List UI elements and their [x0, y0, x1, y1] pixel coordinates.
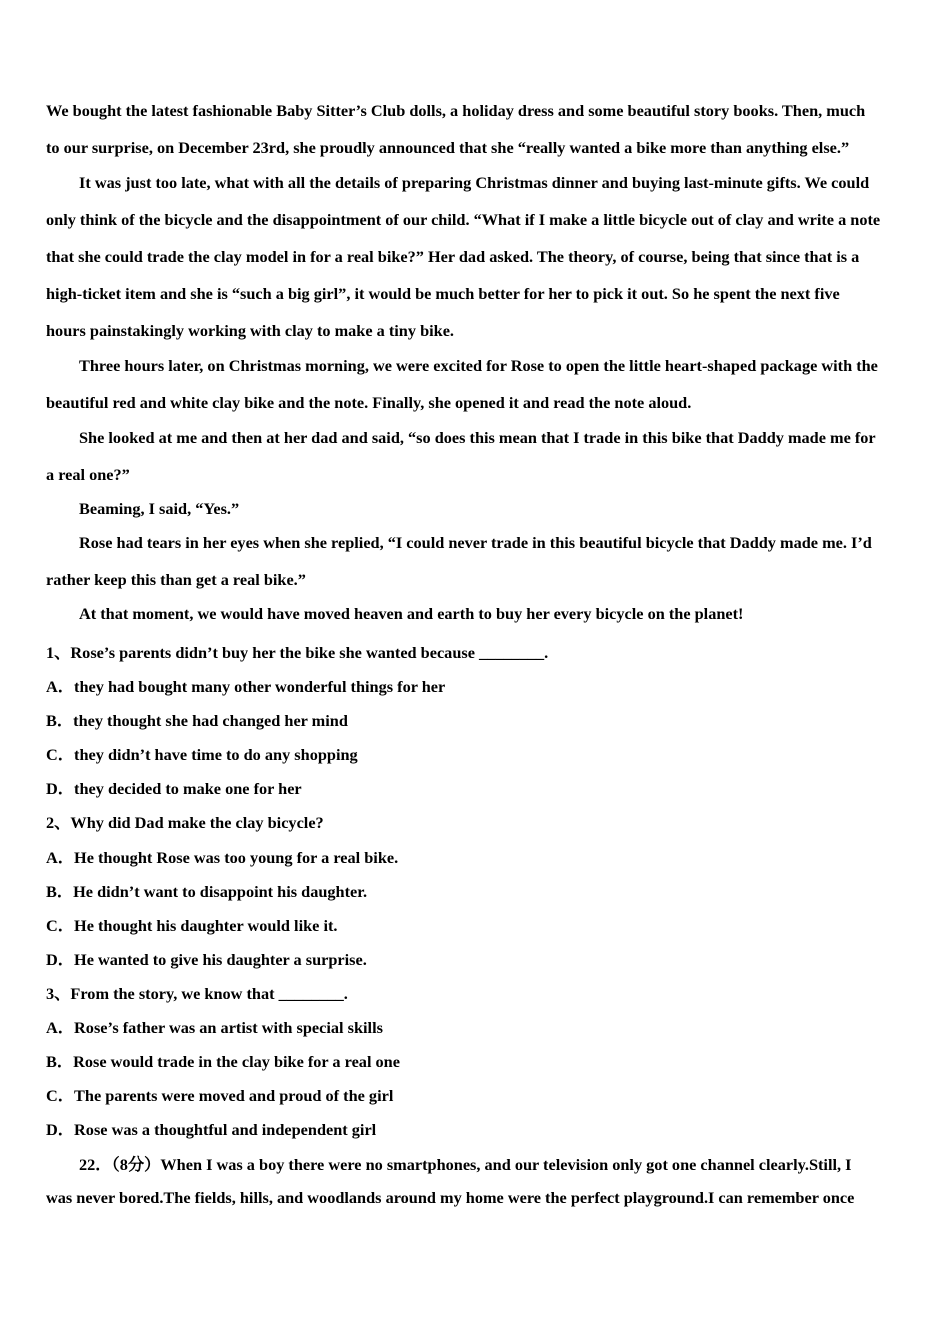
passage-line: She looked at me and then at her dad and said, “so does this mean that I trade in this bike that Daddy made me for	[79, 428, 876, 447]
section-22-line: was never bored.The fields, hills, and woodlands around my home were the perfect playground.I can remember once	[46, 1188, 855, 1207]
passage-line: Beaming, I said, “Yes.”	[79, 499, 240, 518]
passage-line: only think of the bicycle and the disappointment of our child. “What if I make a little bicycle out of clay and write a note	[46, 210, 881, 229]
passage-line: high-ticket item and she is “such a big girl”, it would be much better for her to pick it out. So he spent the next five	[46, 284, 840, 303]
answer-option: B．Rose would trade in the clay bike for a real one	[46, 1052, 400, 1071]
section-22-line: 22．（8分）When I was a boy there were no smartphones, and our television only got one channel clearly.Still, I	[79, 1155, 852, 1174]
answer-option: A．He thought Rose was too young for a real bike.	[46, 848, 399, 867]
passage-line: It was just too late, what with all the details of preparing Christmas dinner and buying last-minute gifts. We could	[79, 173, 870, 192]
answer-option: A．Rose’s father was an artist with special skills	[46, 1018, 383, 1037]
passage-line: At that moment, we would have moved heaven and earth to buy her every bicycle on the planet!	[79, 604, 744, 623]
answer-option: A．they had bought many other wonderful things for her	[46, 677, 446, 696]
passage-line: We bought the latest fashionable Baby Sitter’s Club dolls, a holiday dress and some beautiful story books. Then, much	[46, 101, 866, 120]
answer-option: C．He thought his daughter would like it.	[46, 916, 338, 935]
answer-option: C．they didn’t have time to do any shopping	[46, 745, 358, 764]
passage-line: Rose had tears in her eyes when she replied, “I could never trade in this beautiful bicycle that Daddy made me. I’d	[79, 533, 872, 552]
answer-option: C．The parents were moved and proud of the girl	[46, 1086, 394, 1105]
answer-option: D．Rose was a thoughtful and independent girl	[46, 1120, 377, 1139]
answer-option: D．He wanted to give his daughter a surprise.	[46, 950, 367, 969]
passage-line: Three hours later, on Christmas morning, we were excited for Rose to open the little heart-shaped package with the	[79, 356, 878, 375]
answer-option: D．they decided to make one for her	[46, 779, 302, 798]
passage-line: that she could trade the clay model in for a real bike?” Her dad asked. The theory, of course, being that since that is a	[46, 247, 860, 266]
passage-line: to our surprise, on December 23rd, she proudly announced that she “really wanted a bike more than anything else.”	[46, 138, 850, 157]
passage-line: a real one?”	[46, 465, 130, 484]
question-stem: 2、Why did Dad make the clay bicycle?	[46, 813, 324, 832]
passage-line: beautiful red and white clay bike and the note. Finally, she opened it and read the note aloud.	[46, 393, 692, 412]
answer-option: B．they thought she had changed her mind	[46, 711, 348, 730]
passage-line: rather keep this than get a real bike.”	[46, 570, 306, 589]
passage-line: hours painstakingly working with clay to make a tiny bike.	[46, 321, 455, 340]
answer-option: B．He didn’t want to disappoint his daughter.	[46, 882, 368, 901]
question-stem: 1、Rose’s parents didn’t buy her the bike she wanted because ________.	[46, 643, 549, 662]
question-stem: 3、From the story, we know that ________.	[46, 984, 348, 1003]
